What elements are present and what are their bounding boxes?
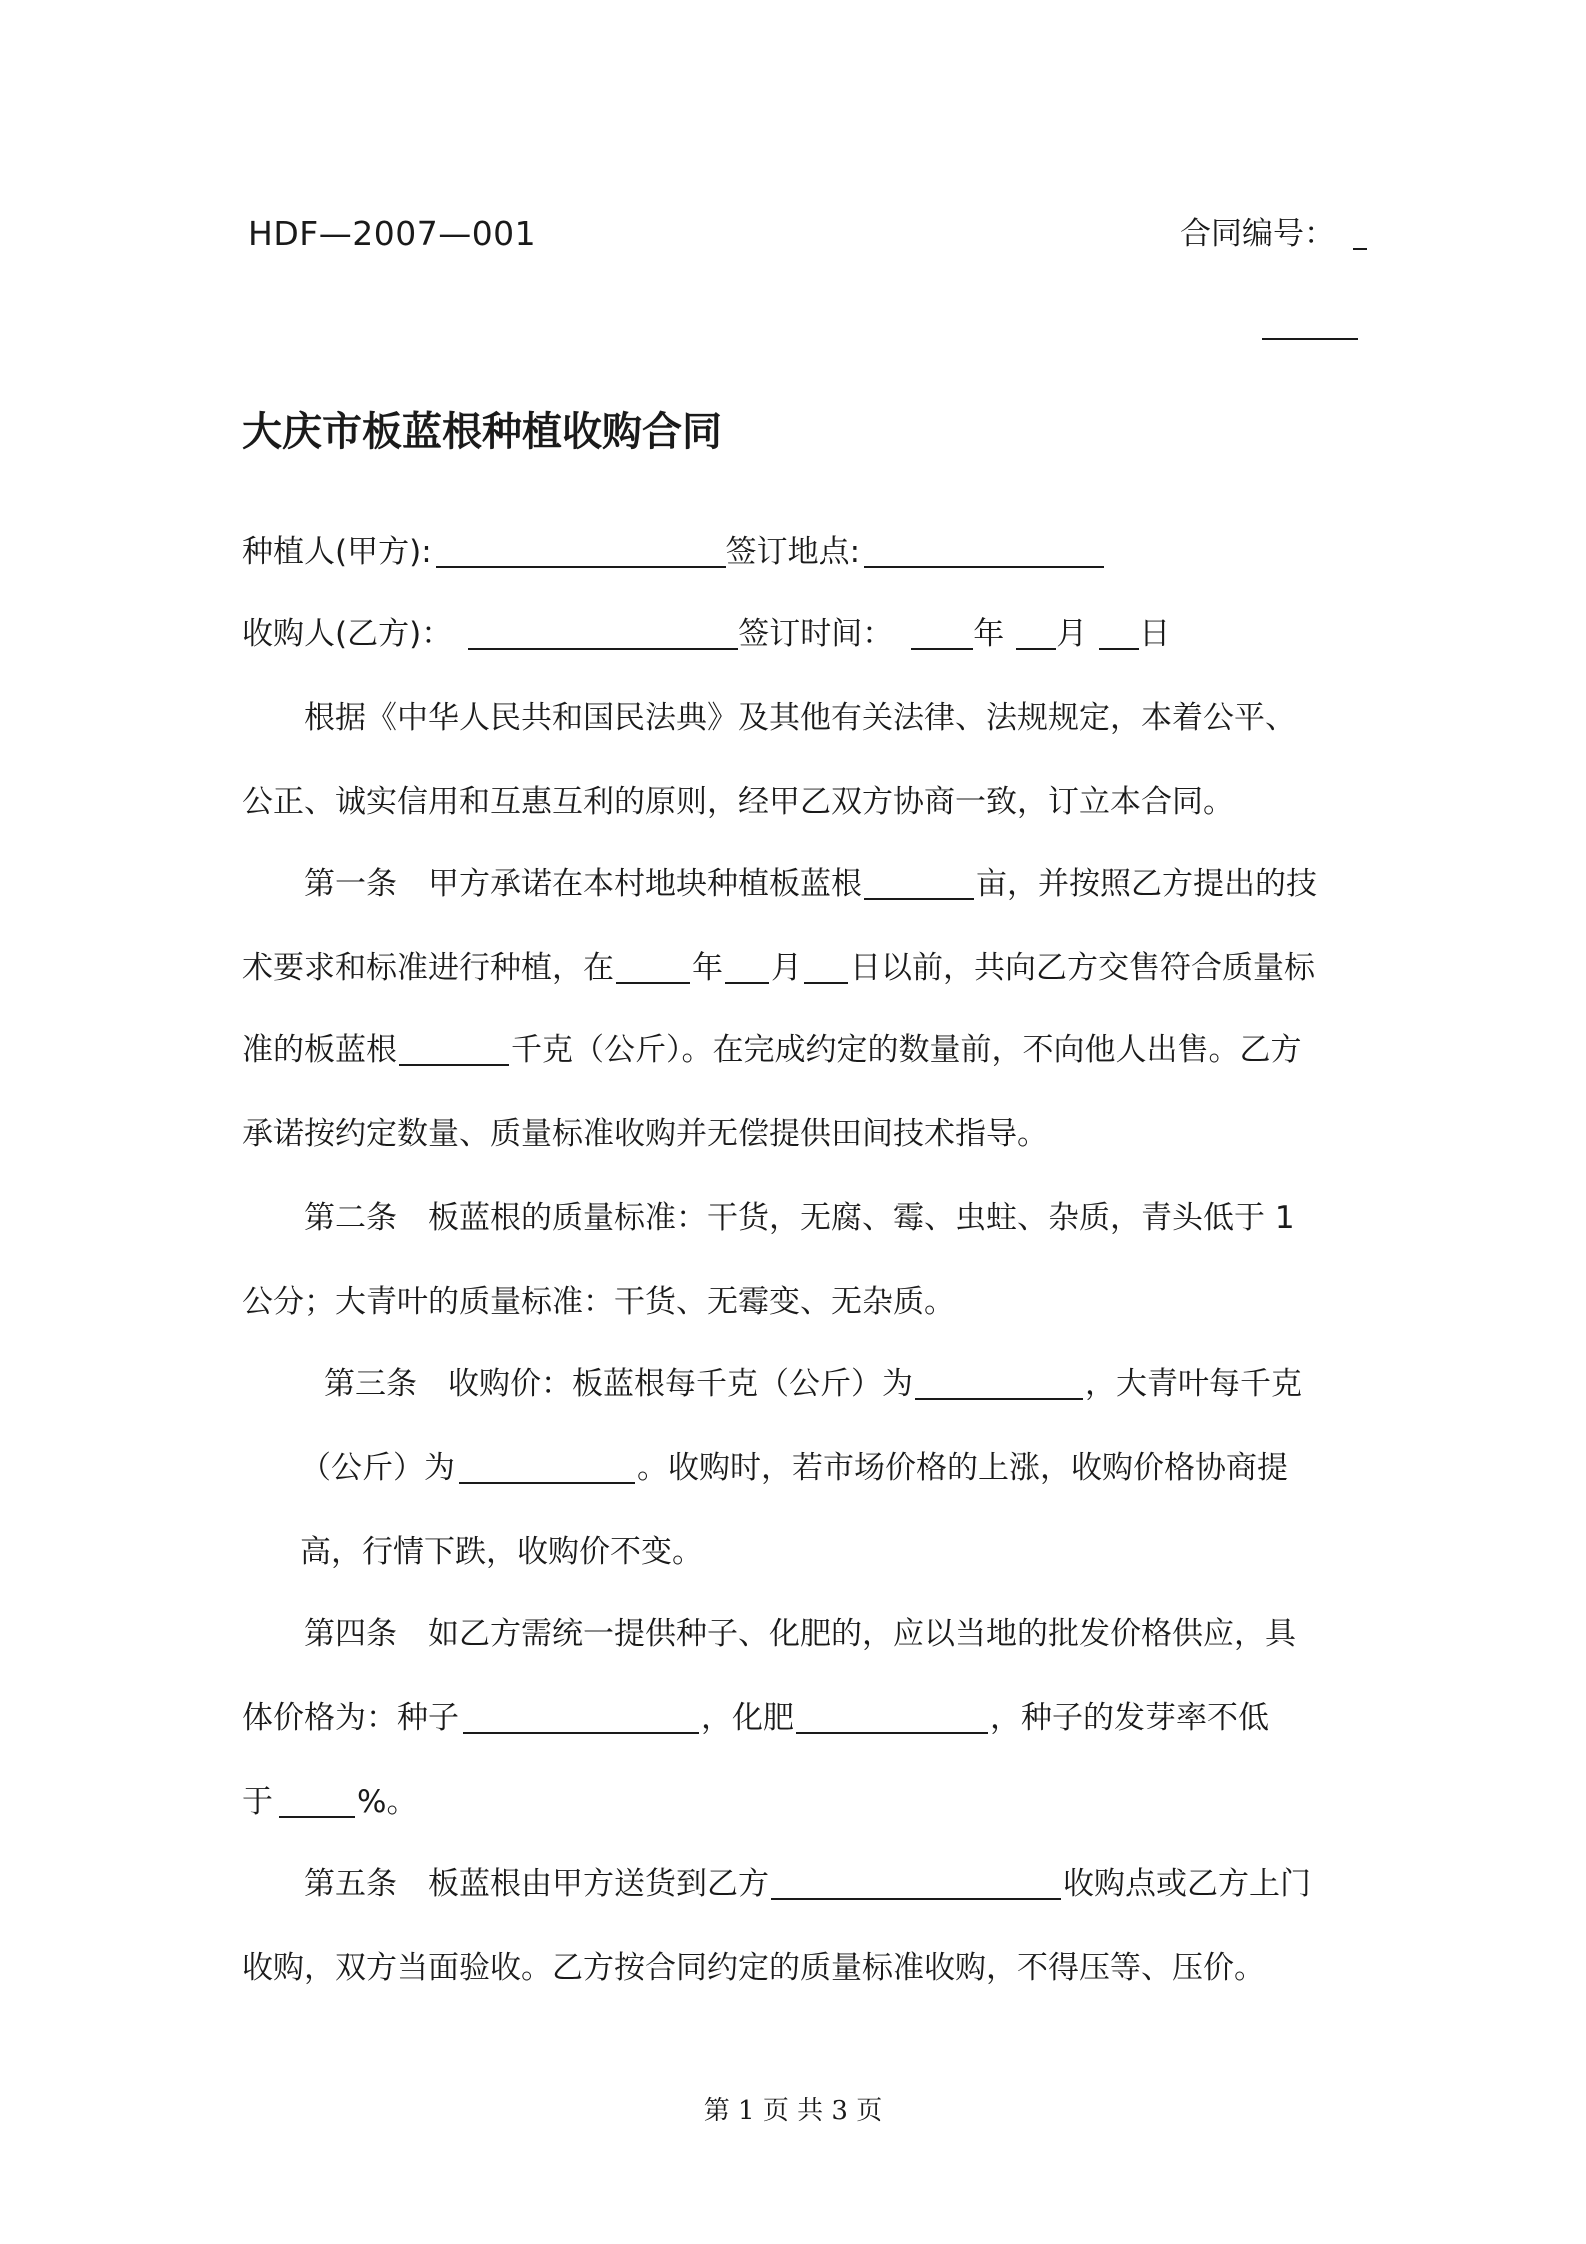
contract-number-rule — [1262, 338, 1358, 340]
deadline-month-label: 月 — [771, 950, 802, 986]
page-title: 大庆市板蓝根种植收购合同 — [242, 409, 722, 455]
deadline-month-blank — [725, 948, 769, 984]
sign-place-label: 签订地点: — [725, 534, 861, 570]
article-2-line-1: 第二条 板蓝根的质量标准：干货，无腐、霉、虫蛀、杂质，青头低于 1 — [304, 1200, 1295, 1236]
leaf-price-blank — [459, 1448, 635, 1484]
area-blank — [864, 864, 974, 900]
fertilizer-price-blank — [796, 1698, 988, 1734]
planter-label: 种植人(甲方): — [242, 534, 432, 570]
quantity-blank — [399, 1030, 509, 1066]
buyer-line — [242, 612, 1170, 656]
article-5-line-2: 收购，双方当面验收。乙方按合同约定的质量标准收购，不得压等、压价。 — [242, 1950, 1265, 1986]
sign-time-label: 签订时间： — [738, 616, 894, 652]
article-1-text-e: 准的板蓝根 — [242, 1032, 397, 1068]
article-3-line-3: 高，行情下跌，收购价不变。 — [300, 1534, 703, 1570]
article-1-text-f: 千克（公斤）。在完成约定的数量前，不向他人出售。乙方 — [511, 1032, 1302, 1068]
sign-year-blank — [911, 614, 973, 650]
sign-place-blank — [864, 532, 1104, 568]
article-5-text-b: 收购点或乙方上门 — [1063, 1866, 1311, 1902]
article-3-text-c: （公斤）为 — [300, 1450, 455, 1486]
sign-month-blank — [1016, 614, 1056, 650]
sign-day-label: 日 — [1139, 616, 1171, 652]
article-4-text-d: 于 — [242, 1784, 273, 1820]
article-3-text-a: 第三条 收购价：板蓝根每千克（公斤）为 — [324, 1366, 913, 1402]
sign-year-label: 年 — [973, 616, 1005, 652]
preamble-line-1: 根据《中华人民共和国民法典》及其他有关法律、法规规定，本着公平、 — [304, 700, 1296, 736]
document-code: HDF—2007—001 — [248, 214, 537, 253]
buyer-blank — [468, 614, 738, 650]
article-2-line-2: 公分；大青叶的质量标准：干货、无霉变、无杂质。 — [242, 1284, 955, 1320]
article-4-text-b: ，化肥 — [701, 1700, 794, 1736]
article-4-text-c: ，种子的发芽率不低 — [990, 1700, 1269, 1736]
germination-rate-blank — [279, 1782, 355, 1818]
article-3-text-d: 。收购时，若市场价格的上涨，收购价格协商提 — [637, 1450, 1288, 1486]
article-1-line-1 — [304, 862, 1317, 906]
article-1-text-d: 日以前，共向乙方交售符合质量标 — [850, 950, 1315, 986]
deadline-day-blank — [804, 948, 848, 984]
article-4-text-e: %。 — [357, 1784, 418, 1820]
page-footer: 第 1 页 共 3 页 — [703, 2096, 883, 2126]
seed-price-blank — [463, 1698, 699, 1734]
planter-line — [242, 530, 1104, 574]
article-3-line-1 — [324, 1362, 1302, 1406]
article-5-text-a: 第五条 板蓝根由甲方送货到乙方 — [304, 1866, 769, 1902]
article-4-text-a: 体价格为：种子 — [242, 1700, 459, 1736]
article-4-line-1: 第四条 如乙方需统一提供种子、化肥的，应以当地的批发价格供应，具 — [304, 1616, 1296, 1652]
article-1-text-c: 术要求和标准进行种植，在 — [242, 950, 614, 986]
article-3-line-2 — [300, 1446, 1288, 1490]
article-4-line-2 — [242, 1696, 1269, 1740]
root-price-blank — [915, 1364, 1083, 1400]
planter-blank — [436, 532, 726, 568]
article-1-text-b: 亩，并按照乙方提出的技 — [976, 866, 1317, 902]
sign-day-blank — [1099, 614, 1139, 650]
article-1-text-a: 第一条 甲方承诺在本村地块种植板蓝根 — [304, 866, 862, 902]
article-4-line-3 — [242, 1780, 417, 1824]
deadline-year-label: 年 — [692, 950, 723, 986]
contract-number-label — [1180, 212, 1367, 256]
sign-month-label: 月 — [1056, 616, 1088, 652]
contract-number-text: 合同编号： — [1180, 216, 1335, 252]
article-1-line-4: 承诺按约定数量、质量标准收购并无偿提供田间技术指导。 — [242, 1116, 1048, 1152]
collection-point-blank — [771, 1864, 1061, 1900]
deadline-year-blank — [616, 948, 690, 984]
preamble-line-2: 公正、诚实信用和互惠互利的原则，经甲乙双方协商一致，订立本合同。 — [242, 784, 1234, 820]
article-5-line-1 — [304, 1862, 1311, 1906]
article-1-line-2 — [242, 946, 1315, 990]
article-3-text-b: ，大青叶每千克 — [1085, 1366, 1302, 1402]
contract-number-blank — [1353, 214, 1367, 250]
buyer-label: 收购人(乙方)： — [242, 616, 453, 652]
article-1-line-3 — [242, 1028, 1302, 1072]
